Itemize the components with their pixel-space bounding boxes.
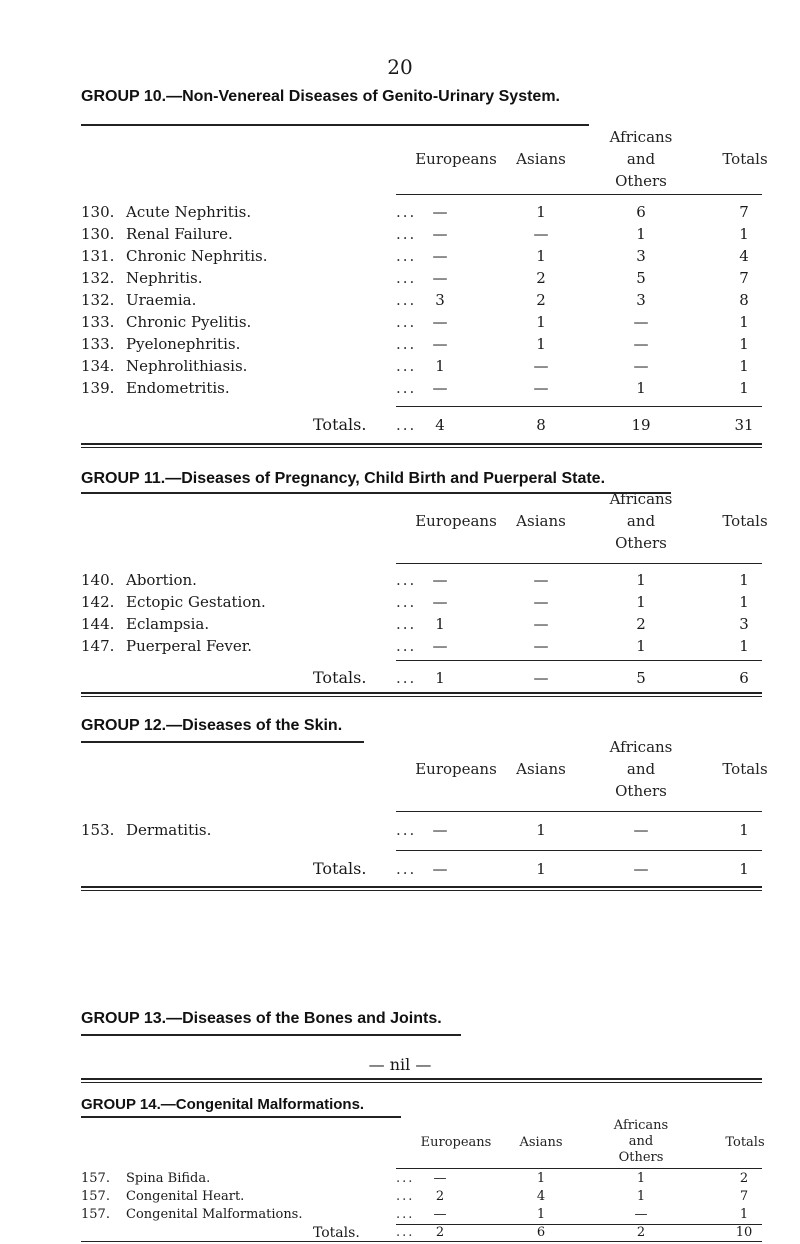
row-leader: ... [396,821,417,839]
cell-asians: 2 [536,269,546,287]
row-name: Nephrolithiasis. [126,357,248,375]
nil-text: — nil — [368,1055,432,1074]
cell-totals: 1 [739,637,749,655]
row-leader: ... [396,593,417,611]
col-head-asians: Asians [516,512,566,530]
totals-label: Totals. [313,415,367,434]
cell-totals: 2 [739,1171,749,1186]
total-asians: 8 [536,416,546,434]
group-10-heading-rule [81,124,589,126]
total-africans: — [633,860,649,878]
cell-totals: 7 [739,203,749,221]
row-code: 139. [81,379,115,397]
group-14-heading-rule [81,1116,401,1118]
col-head-africans-2: and [626,760,656,778]
total-africans: 2 [636,1225,646,1240]
row-name: Ectopic Gestation. [126,593,266,611]
table-row [0,635,800,657]
table-row [0,289,800,311]
cell-asians: 1 [536,247,546,265]
row-leader: ... [396,1225,415,1240]
col-head-europeans: Europeans [420,1135,492,1150]
col-head-africans-2: and [628,1134,654,1149]
group-10-end-rule-2 [81,447,762,448]
cell-totals: 1 [739,821,749,839]
total-totals: 31 [734,416,754,434]
total-europeans: 1 [435,669,445,687]
table-row [0,1170,800,1188]
cell-totals: 1 [739,335,749,353]
table-row [0,377,800,399]
total-totals: 6 [739,669,749,687]
cell-europeans: 1 [435,357,445,375]
group-12-totals-row [0,858,800,880]
row-leader: ... [396,269,417,287]
group-12-totals-rule [396,850,762,851]
table-row [0,819,800,841]
col-head-africans-3: Others [615,172,667,190]
cell-asians: 1 [536,335,546,353]
cell-europeans: — [432,247,448,265]
cell-europeans: — [432,335,448,353]
col-head-totals: Totals [722,150,768,168]
col-head-asians: Asians [516,760,566,778]
group-10-end-rule [81,443,762,445]
row-name: Abortion. [126,571,197,589]
col-head-africans-1: Africans [609,128,673,146]
cell-asians: — [533,357,549,375]
row-code: 130. [81,203,115,221]
cell-totals: 4 [739,247,749,265]
total-europeans: 2 [435,1225,445,1240]
cell-africans: 2 [636,615,646,633]
row-code: 132. [81,291,115,309]
cell-totals: 1 [739,379,749,397]
cell-africans: 1 [636,571,646,589]
cell-totals: 1 [739,313,749,331]
table-row [0,201,800,223]
cell-africans: 3 [636,291,646,309]
cell-europeans: — [432,379,448,397]
group-14-totals-row [0,1225,800,1241]
row-code: 133. [81,313,115,331]
cell-africans: — [633,335,649,353]
cell-africans: 1 [636,379,646,397]
col-head-totals: Totals [722,760,768,778]
col-head-europeans: Europeans [415,150,497,168]
total-totals: 10 [735,1225,753,1240]
cell-totals: 7 [739,269,749,287]
col-head-totals: Totals [722,512,768,530]
cell-asians: 1 [536,1171,546,1186]
row-code: 157. [81,1189,110,1204]
row-code: 157. [81,1171,110,1186]
row-code: 142. [81,593,115,611]
cell-africans: 5 [636,269,646,287]
row-name: Spina Bifida. [126,1171,211,1186]
cell-europeans: — [433,1171,447,1186]
cell-europeans: — [432,313,448,331]
group-11-heading-rule [81,492,671,494]
cell-totals: 1 [739,1207,749,1222]
cell-europeans: — [432,225,448,243]
cell-africans: — [633,313,649,331]
row-leader: ... [396,637,417,655]
col-head-africans-1: Africans [613,1118,669,1133]
row-name: Nephritis. [126,269,203,287]
table-row [0,267,800,289]
row-leader: ... [396,1207,415,1222]
group-11-totals-rule [396,660,762,661]
table-row [0,613,800,635]
row-code: 147. [81,637,115,655]
row-name: Chronic Nephritis. [126,247,268,265]
row-leader: ... [396,571,417,589]
col-head-totals: Totals [725,1135,765,1150]
group-12-heading: GROUP 12.—Diseases of the Skin. [81,717,343,734]
cell-africans: — [633,821,649,839]
cell-totals: 7 [739,1189,749,1204]
row-leader: ... [396,335,417,353]
group-14-heading: GROUP 14.—Congenital Malformations. [81,1096,365,1113]
table-row [0,311,800,333]
cell-europeans: — [432,203,448,221]
group-13-end-rule [81,1078,762,1080]
cell-asians: — [533,571,549,589]
col-head-africans-3: Others [615,534,667,552]
group-11-header-rule [396,563,762,564]
totals-label: Totals. [313,668,367,687]
group-14-header-rule [396,1168,762,1169]
group-11-end-rule [81,692,762,694]
col-head-africans-3: Others [615,782,667,800]
row-leader: ... [396,379,417,397]
group-12-end-rule [81,886,762,888]
group-13-heading: GROUP 13.—Diseases of the Bones and Joints. [81,1010,442,1027]
cell-asians: — [533,379,549,397]
table-row [0,223,800,245]
col-head-africans-3: Others [618,1150,664,1165]
table-row [0,245,800,267]
page-number: 20 [387,55,413,79]
row-leader: ... [396,860,417,878]
col-head-asians: Asians [516,150,566,168]
group-13-heading-rule [81,1034,461,1036]
row-code: 134. [81,357,115,375]
row-code: 157. [81,1207,110,1222]
table-row [0,569,800,591]
col-head-africans-1: Africans [609,738,673,756]
cell-africans: 1 [636,1171,646,1186]
cell-africans: 1 [636,1189,646,1204]
table-row [0,333,800,355]
cell-asians: — [533,225,549,243]
row-name: Congenital Heart. [126,1189,245,1204]
group-10-totals-rule [396,406,762,407]
group-12-end-rule-2 [81,890,762,891]
row-code: 131. [81,247,115,265]
group-11-heading: GROUP 11.—Diseases of Pregnancy, Child Birth and Puerperal State. [81,470,606,487]
col-head-africans-2: and [626,150,656,168]
cell-africans: — [634,1207,648,1222]
total-asians: 6 [536,1225,546,1240]
cell-totals: 1 [739,571,749,589]
col-head-africans-1: Africans [609,490,673,508]
cell-africans: 3 [636,247,646,265]
cell-europeans: — [432,637,448,655]
cell-europeans: — [433,1207,447,1222]
total-totals: 1 [739,860,749,878]
total-europeans: 4 [435,416,445,434]
row-leader: ... [396,669,417,687]
group-11-end-rule-2 [81,696,762,697]
row-code: 133. [81,335,115,353]
total-asians: — [533,669,549,687]
row-name: Pyelonephritis. [126,335,241,353]
cell-europeans: 3 [435,291,445,309]
row-name: Congenital Malformations. [126,1207,303,1222]
cell-europeans: — [432,269,448,287]
cell-europeans: — [432,571,448,589]
cell-africans: 1 [636,593,646,611]
row-name: Dermatitis. [126,821,212,839]
row-leader: ... [396,225,417,243]
row-code: 140. [81,571,115,589]
cell-totals: 8 [739,291,749,309]
cell-asians: — [533,593,549,611]
group-10-header-rule [396,194,762,195]
row-leader: ... [396,313,417,331]
cell-totals: 1 [739,593,749,611]
total-europeans: — [432,860,448,878]
totals-label: Totals. [313,1225,360,1241]
group-12-header-rule [396,811,762,812]
table-row [0,1206,800,1224]
row-name: Puerperal Fever. [126,637,253,655]
row-leader: ... [396,1189,415,1204]
cell-asians: 1 [536,313,546,331]
cell-africans: 1 [636,225,646,243]
cell-totals: 1 [739,225,749,243]
row-leader: ... [396,291,417,309]
row-name: Eclampsia. [126,615,210,633]
group-14-end-rule [81,1241,762,1242]
group-13-end-rule-2 [81,1082,762,1083]
cell-totals: 3 [739,615,749,633]
cell-asians: 1 [536,821,546,839]
row-name: Endometritis. [126,379,230,397]
group-11-totals-row [0,667,800,689]
cell-asians: — [533,637,549,655]
col-head-europeans: Europeans [415,760,497,778]
group-12-heading-rule [81,741,364,743]
cell-asians: 4 [536,1189,546,1204]
row-leader: ... [396,416,417,434]
row-code: 130. [81,225,115,243]
cell-asians: 1 [536,1207,546,1222]
total-africans: 5 [636,669,646,687]
cell-africans: — [633,357,649,375]
row-leader: ... [396,357,417,375]
total-africans: 19 [631,416,651,434]
row-leader: ... [396,1171,415,1186]
cell-asians: — [533,615,549,633]
cell-totals: 1 [739,357,749,375]
cell-europeans: 2 [435,1189,445,1204]
table-row [0,355,800,377]
total-asians: 1 [536,860,546,878]
cell-europeans: — [432,593,448,611]
cell-africans: 6 [636,203,646,221]
group-10-heading: GROUP 10.—Non-Venereal Diseases of Genito-Urinary System. [81,88,560,105]
row-name: Acute Nephritis. [126,203,252,221]
row-code: 144. [81,615,115,633]
row-leader: ... [396,247,417,265]
row-name: Chronic Pyelitis. [126,313,252,331]
group-10-totals-row [0,414,800,436]
cell-africans: 1 [636,637,646,655]
col-head-asians: Asians [519,1135,563,1150]
row-code: 132. [81,269,115,287]
row-leader: ... [396,203,417,221]
col-head-europeans: Europeans [415,512,497,530]
cell-europeans: 1 [435,615,445,633]
col-head-africans-2: and [626,512,656,530]
totals-label: Totals. [313,859,367,878]
cell-asians: 2 [536,291,546,309]
row-leader: ... [396,615,417,633]
cell-asians: 1 [536,203,546,221]
row-code: 153. [81,821,115,839]
row-name: Uraemia. [126,291,197,309]
cell-europeans: — [432,821,448,839]
table-row [0,591,800,613]
table-row [0,1188,800,1206]
row-name: Renal Failure. [126,225,233,243]
